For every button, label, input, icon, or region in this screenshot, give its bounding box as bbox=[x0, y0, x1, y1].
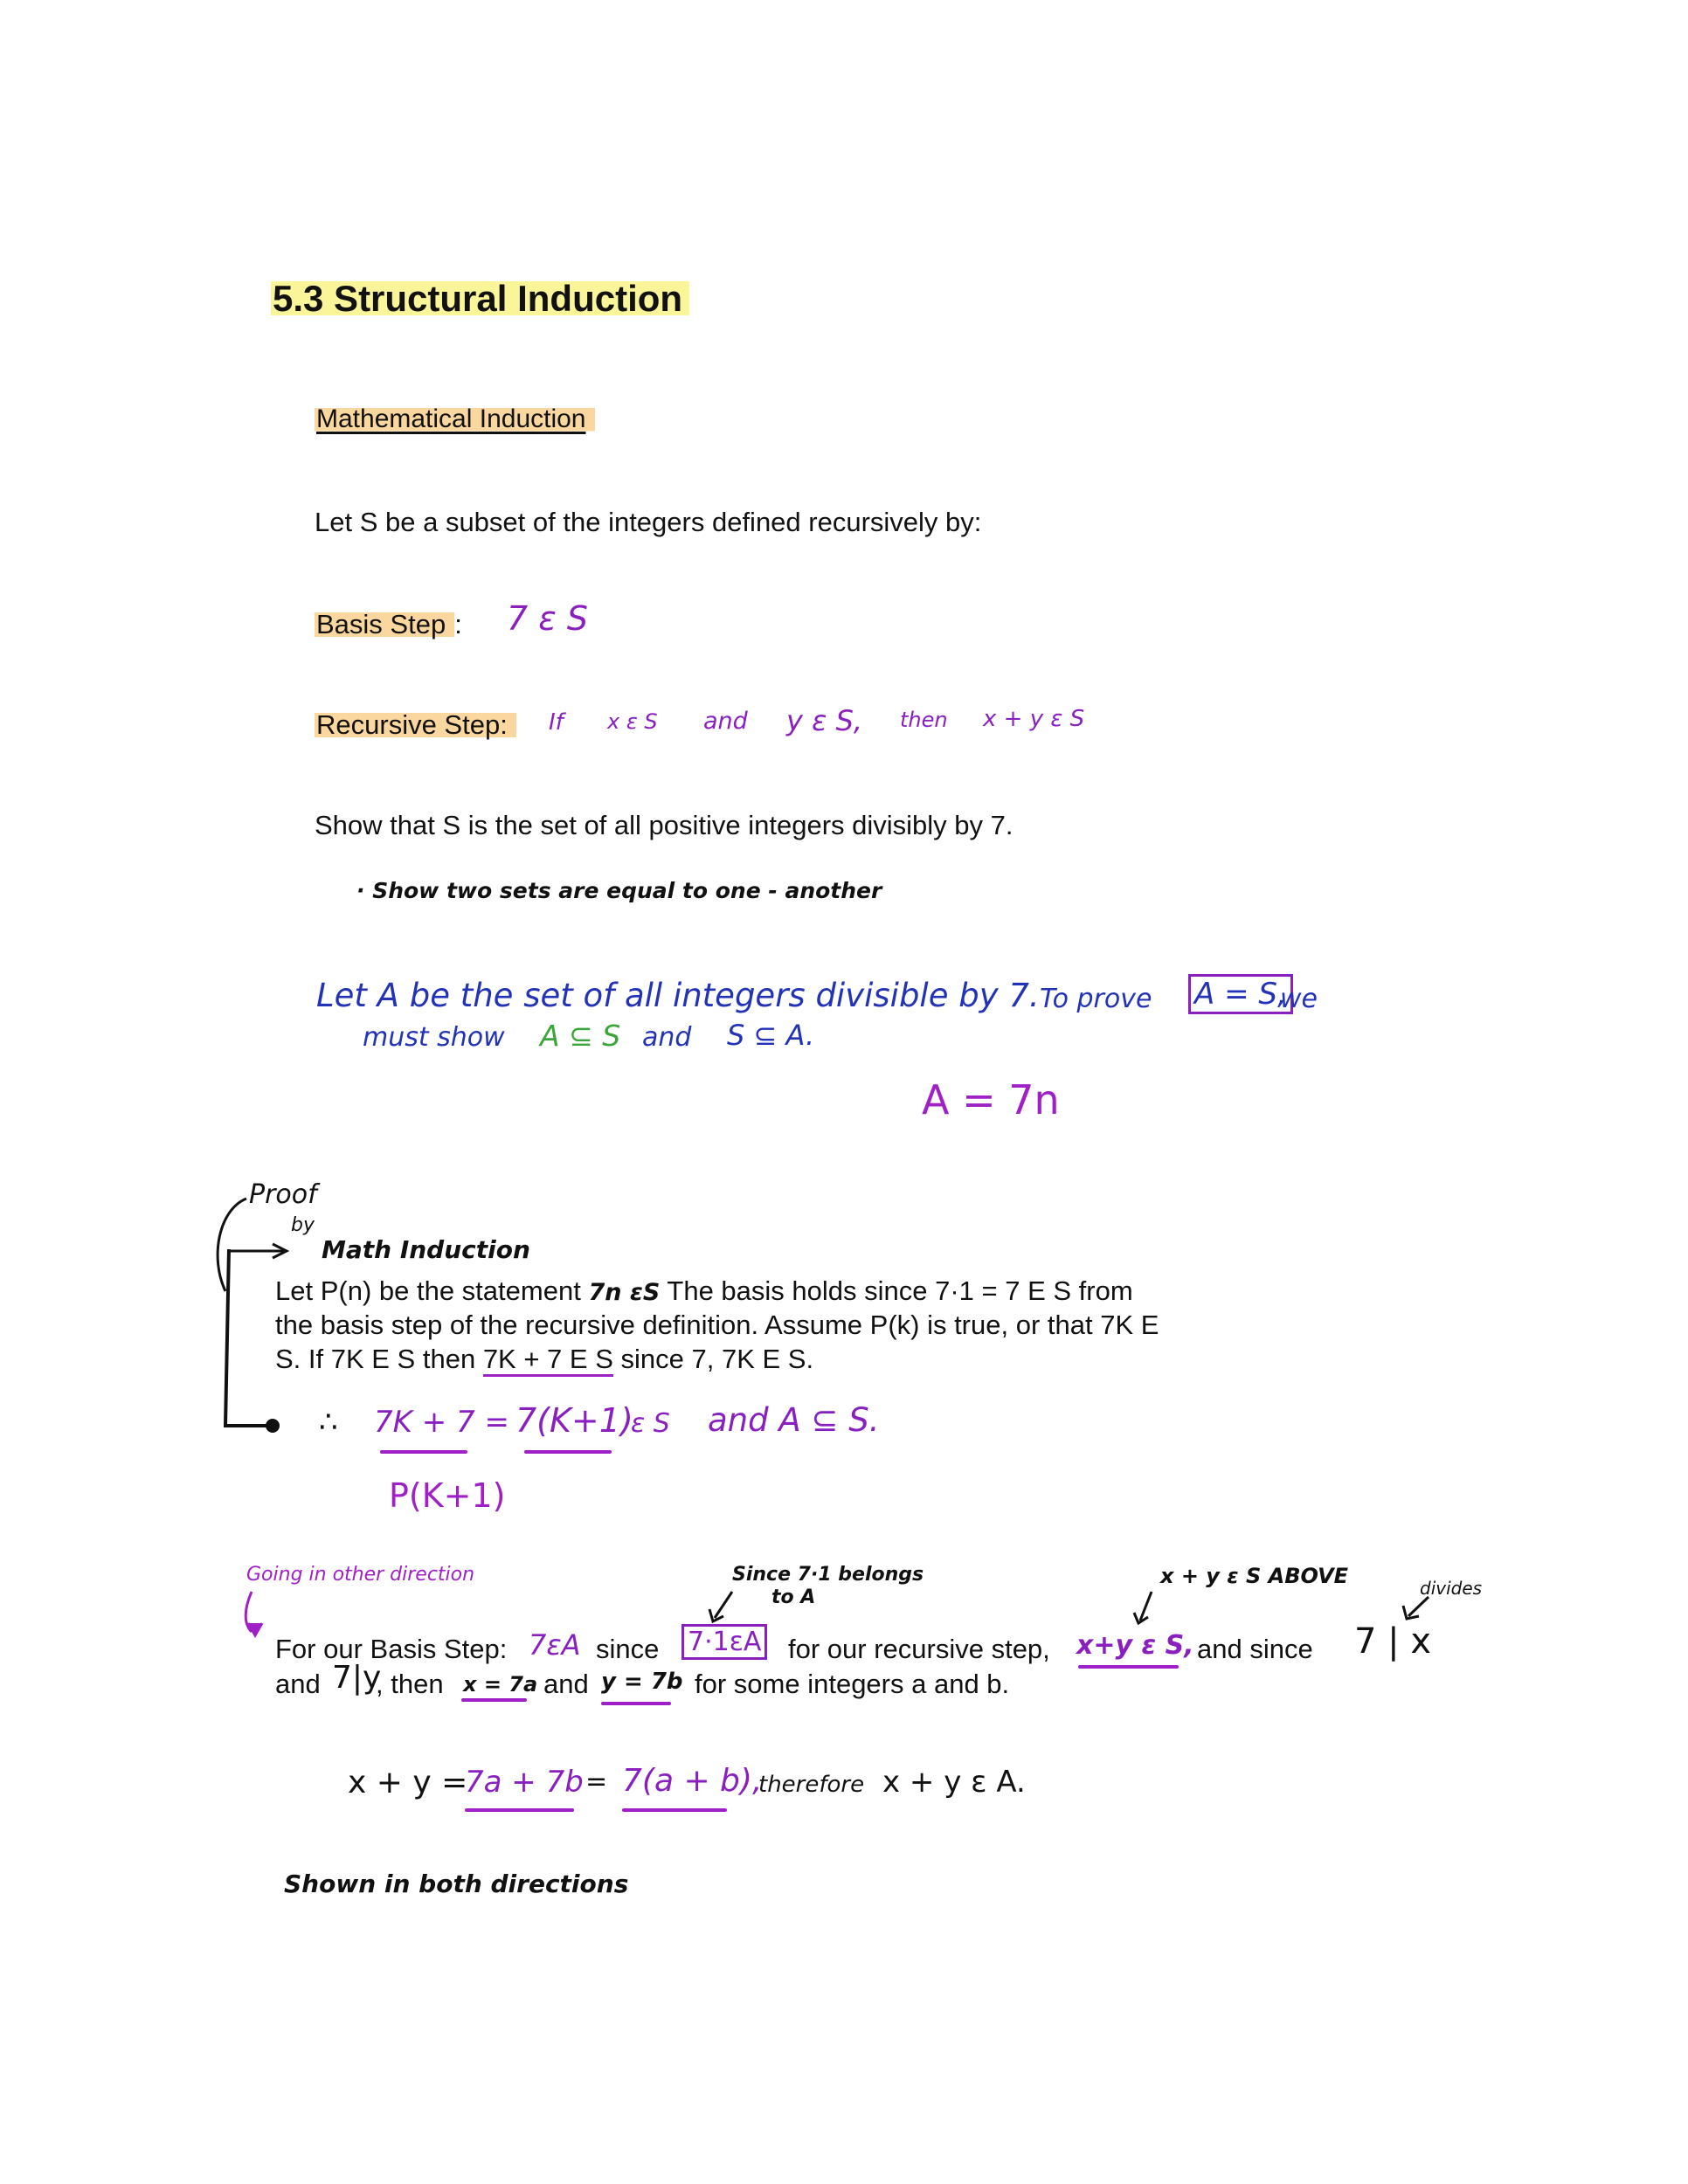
proof-line-2: the basis step of the recursive definition. Assume P(k) is true, or that 7K E bbox=[275, 1310, 1159, 1340]
annot-above: x + y ε S ABOVE bbox=[1160, 1564, 1349, 1588]
converse-and-since: and since bbox=[1197, 1634, 1313, 1664]
converse-7-in-a: 7εA bbox=[529, 1628, 581, 1662]
show-note: · Show two sets are equal to one - another bbox=[356, 878, 882, 903]
proof-label: Proof bbox=[249, 1179, 317, 1210]
eq-left: 7K + 7 = bbox=[374, 1405, 509, 1440]
therefore-symbol: ∴ bbox=[319, 1405, 338, 1440]
proof-line-1 bbox=[275, 1275, 1133, 1307]
sum-lhs: x + y = bbox=[348, 1765, 468, 1800]
sum-eq: = bbox=[585, 1766, 608, 1797]
intro-text: Let S be a subset of the integers defined recursively by: bbox=[315, 507, 982, 537]
proof-line-1-start: Let P(n) be the statement bbox=[275, 1275, 581, 1306]
converse-y-eq: y = 7b bbox=[601, 1669, 683, 1695]
sum-7ab-underline bbox=[622, 1808, 727, 1812]
eq-right-underline bbox=[524, 1450, 612, 1454]
section-subtitle-text: Mathematical Induction bbox=[315, 404, 595, 433]
a-equals-s-box: A = S, bbox=[1188, 974, 1293, 1014]
proof-line-3-start: S. If 7K E S then bbox=[275, 1344, 476, 1374]
annot-to-a: to A bbox=[771, 1586, 816, 1608]
let-a-must-show: must show bbox=[363, 1022, 505, 1053]
show-statement: Show that S is the set of all positive integers divisibly by 7. bbox=[315, 810, 1013, 840]
sum-7a-7b: 7a + 7b bbox=[465, 1765, 584, 1800]
converse-x-underline bbox=[461, 1698, 527, 1702]
recursive-note-and: and bbox=[703, 708, 748, 735]
converse-then: , then bbox=[376, 1669, 444, 1699]
let-a-and: and bbox=[642, 1022, 692, 1053]
proof-line-3 bbox=[275, 1344, 813, 1375]
proof-line-3-end: since 7, 7K E S. bbox=[620, 1344, 814, 1374]
converse-7x: 7 | x bbox=[1354, 1621, 1432, 1662]
annot-since: Since 7·1 belongs bbox=[732, 1564, 924, 1586]
recursive-note-if: If bbox=[549, 709, 564, 736]
recursive-note-sum: x + y ε S bbox=[983, 706, 1085, 732]
sum-7a-underline bbox=[465, 1808, 574, 1812]
eq-tail: ε S bbox=[631, 1408, 670, 1439]
page-title-text: 5.3 Structural Induction bbox=[271, 278, 689, 319]
converse-mid: for our recursive step, bbox=[788, 1634, 1050, 1664]
annot-divides: divides bbox=[1420, 1578, 1483, 1599]
let-a-we: we bbox=[1280, 984, 1318, 1014]
converse-x-eq: x = 7a bbox=[463, 1672, 538, 1697]
shown-both-directions: Shown in both directions bbox=[284, 1870, 629, 1898]
converse-box: 7·1εA bbox=[681, 1624, 767, 1660]
proof-by-label: by bbox=[291, 1214, 315, 1236]
sum-7ab: 7(a + b), bbox=[622, 1763, 763, 1799]
let-a-s-sub-a: S ⊆ A. bbox=[727, 1019, 815, 1052]
converse-xy-underline bbox=[1078, 1665, 1179, 1669]
eq-right: 7(K+1) bbox=[515, 1401, 633, 1440]
converse-line-2-end: for some integers a and b. bbox=[695, 1669, 1010, 1699]
converse-since: since bbox=[596, 1634, 660, 1664]
let-a-to-prove: To prove bbox=[1040, 984, 1152, 1014]
converse-line-2-and: and bbox=[275, 1669, 321, 1699]
p-k-plus-1: P(K+1) bbox=[389, 1476, 506, 1515]
converse-7y: 7|y bbox=[332, 1660, 382, 1696]
converse-xy: x+y ε S, bbox=[1076, 1630, 1194, 1661]
basis-step-colon: : bbox=[454, 609, 462, 639]
let-a-a-sub-s: A ⊆ S bbox=[540, 1019, 621, 1053]
proof-math-induction: Math Induction bbox=[322, 1235, 530, 1264]
proof-statement: 7n εS bbox=[588, 1279, 661, 1306]
recursive-step-label: Recursive Step: bbox=[315, 709, 516, 740]
a-equals-7n: A = 7n bbox=[922, 1076, 1060, 1123]
basis-step-note: 7 ε S bbox=[507, 599, 588, 638]
converse-line-1-start: For our Basis Step: bbox=[275, 1634, 508, 1664]
and-a-sub-s: and A ⊆ S. bbox=[708, 1401, 880, 1439]
sum-conclusion: x + y ε A. bbox=[882, 1765, 1026, 1800]
recursive-note-y: y ε S, bbox=[786, 704, 863, 737]
converse-box-wrap bbox=[681, 1627, 767, 1657]
recursive-note-x: x ε S bbox=[607, 709, 658, 734]
let-a-line1: Let A be the set of all integers divisible by 7. bbox=[316, 977, 1040, 1014]
eq-left-underline bbox=[380, 1450, 467, 1454]
sum-therefore: therefore bbox=[758, 1772, 865, 1798]
basis-step-label: Basis Step bbox=[315, 609, 454, 639]
proof-line-1-rest: The basis holds since 7·1 = 7 E S from bbox=[667, 1275, 1133, 1306]
converse-y-underline bbox=[601, 1702, 671, 1705]
recursive-note-then: then bbox=[900, 708, 948, 732]
going-other-direction: Going in other direction bbox=[246, 1564, 475, 1586]
proof-line-3-underlined: 7K + 7 E S bbox=[483, 1344, 613, 1377]
converse-and2: and bbox=[543, 1669, 589, 1699]
